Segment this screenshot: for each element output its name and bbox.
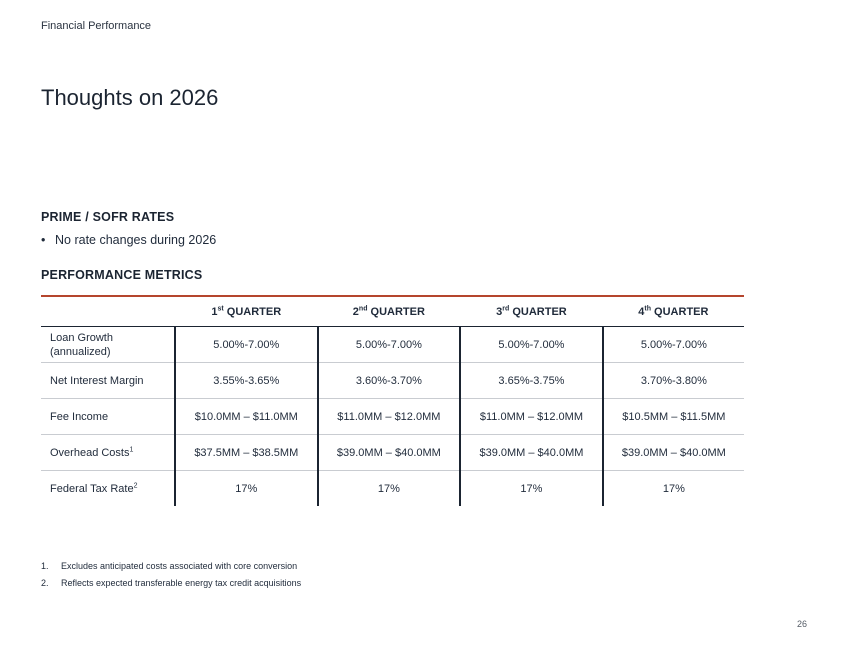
cell: 3.55%-3.65% [175,363,318,399]
section-label: Financial Performance [41,20,152,32]
table-row [41,399,744,435]
row-label-loan-growth: Loan Growth (annualized) [41,327,175,363]
footnote-1: 1. Excludes anticipated costs associated with core conversion [41,561,298,571]
header-q4: 4th QUARTER [603,297,744,327]
cell: 5.00%-7.00% [460,327,603,363]
footnote-ref: 2 [133,481,138,489]
cell: $37.5MM – $38.5MM [175,435,318,471]
cell: 17% [175,471,318,507]
cell: $10.0MM – $11.0MM [175,399,318,435]
cell: 17% [460,471,603,507]
table-row [41,327,744,363]
header-q1: 1st QUARTER [175,297,318,327]
cell: $39.0MM – $40.0MM [460,435,603,471]
cell: $10.5MM – $11.5MM [603,399,744,435]
cell: 3.60%-3.70% [318,363,461,399]
cell: 3.65%-3.75% [460,363,603,399]
prime-bullet [41,233,216,247]
footnotes [41,561,301,595]
performance-metrics-heading: PERFORMANCE METRICS [41,268,203,282]
header-q3: 3rd QUARTER [460,297,603,327]
cell: $39.0MM – $40.0MM [318,435,461,471]
page-number: 26 [797,619,808,629]
table-row [41,471,744,507]
header-blank [41,297,175,327]
table-row [41,363,744,399]
prime-bullet-text: No rate changes during 2026 [55,233,217,247]
performance-table [41,297,744,506]
cell: 5.00%-7.00% [603,327,744,363]
cell: 17% [318,471,461,507]
row-label-fee-income: Fee Income [41,399,175,435]
footnote-ref: 1 [129,445,134,453]
row-label-net-interest-margin: Net Interest Margin [41,363,175,399]
cell: $11.0MM – $12.0MM [460,399,603,435]
row-label-overhead-costs: Overhead Costs$^1$ [41,435,175,471]
cell: 5.00%-7.00% [175,327,318,363]
header-q2: 2nd QUARTER [318,297,461,327]
prime-sofr-heading: PRIME / SOFR RATES [41,210,175,224]
footnote-2: 2. Reflects expected transferable energy tax credit acquisitions [41,578,302,588]
bullet-icon: • [41,233,46,247]
table-row [41,435,744,471]
page-title: Thoughts on 2026 [41,85,219,110]
cell: $39.0MM – $40.0MM [603,435,744,471]
cell: 5.00%-7.00% [318,327,461,363]
cell: $11.0MM – $12.0MM [318,399,461,435]
cell: 17% [662,482,685,495]
row-label-federal-tax-rate: Federal Tax Rate$^2$ [41,471,175,507]
cell: 3.70%-3.80% [603,363,744,399]
table-header-row [41,297,744,327]
